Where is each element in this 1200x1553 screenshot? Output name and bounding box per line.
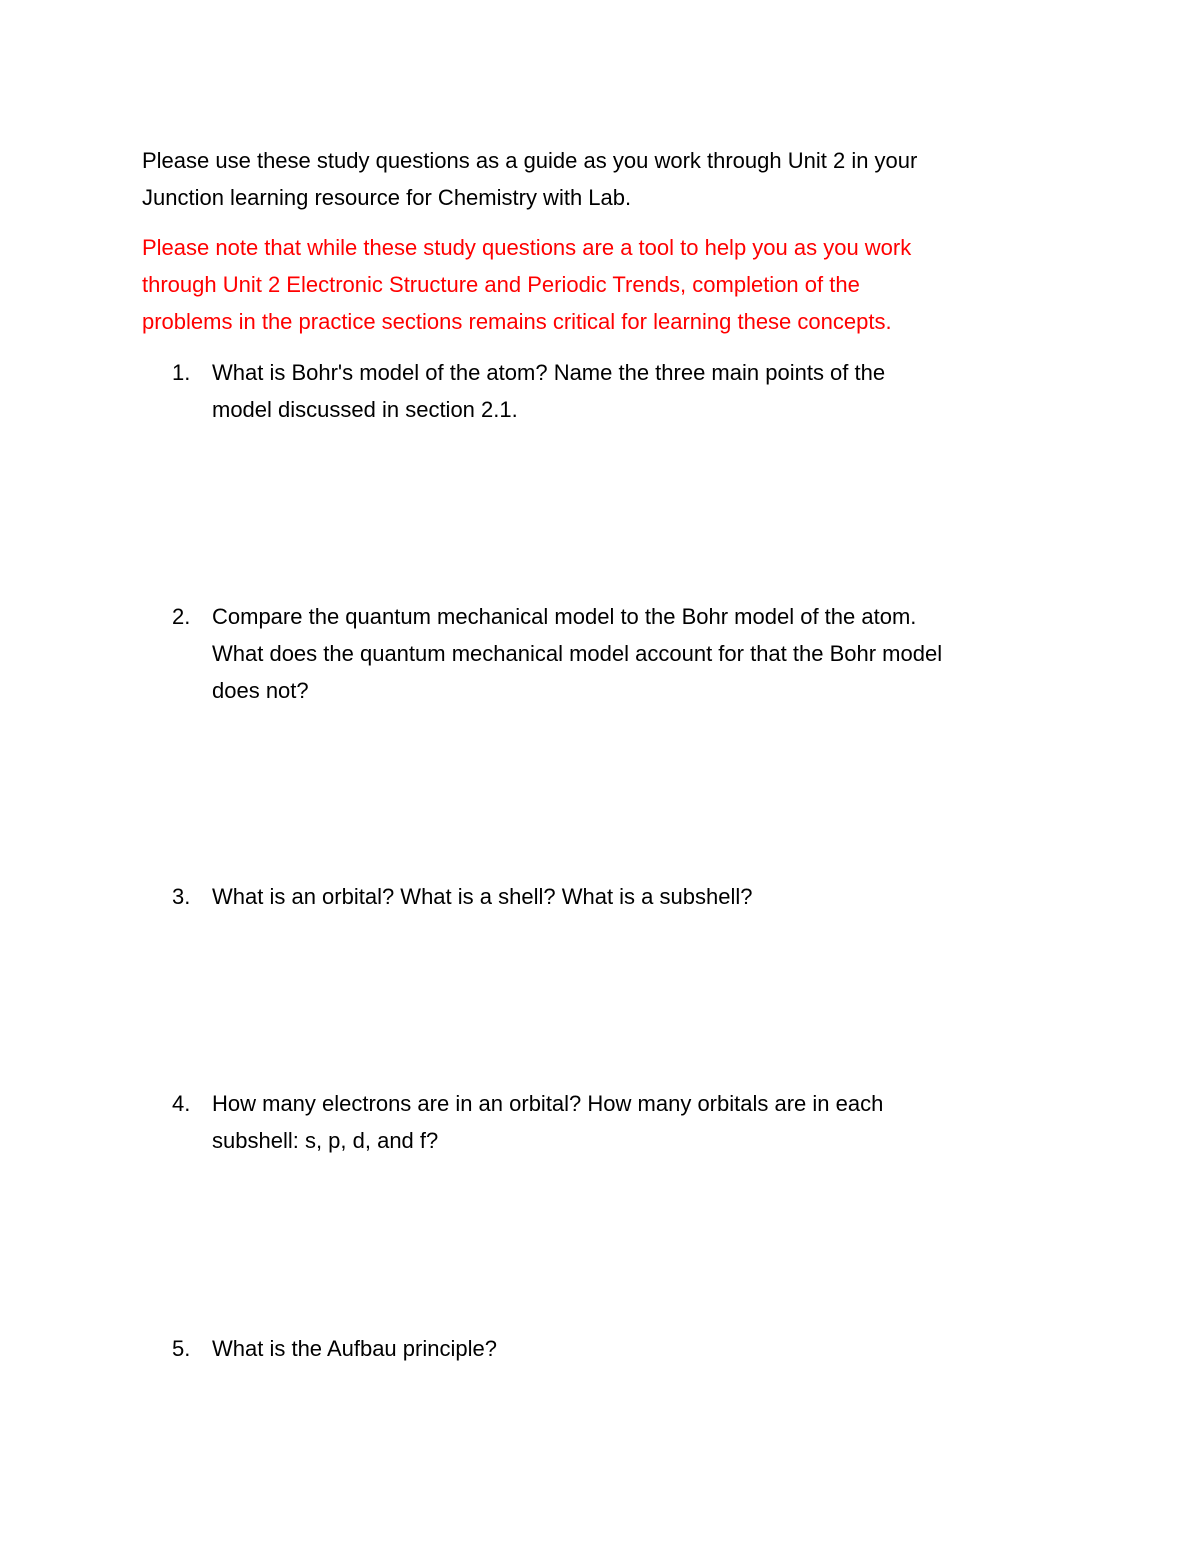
- question-text: [212, 354, 885, 428]
- question-line: What is Bohr's model of the atom? Name the three main points of the: [212, 360, 886, 385]
- question-number: 3.: [172, 884, 191, 909]
- question-number: 1.: [172, 360, 191, 385]
- question-line: does not?: [212, 678, 309, 703]
- question-line: Compare the quantum mechanical model to the Bohr model of the atom.: [212, 604, 917, 629]
- question-line: What is the Aufbau principle?: [212, 1336, 497, 1361]
- question-line: subshell: s, p, d, and f?: [212, 1128, 439, 1153]
- question-line: How many electrons are in an orbital? How many orbitals are in each: [212, 1091, 884, 1116]
- intro-line-2: Junction learning resource for Chemistry with Lab.: [142, 185, 632, 210]
- question-number: 2.: [172, 604, 191, 629]
- question-number: 5.: [172, 1336, 191, 1361]
- question-line: What is an orbital? What is a shell? What is a subshell?: [212, 884, 753, 909]
- question-text: [212, 878, 752, 915]
- question-line: What does the quantum mechanical model account for that the Bohr model: [212, 641, 943, 666]
- note-line-2: through Unit 2 Electronic Structure and Periodic Trends, completion of the: [142, 272, 860, 297]
- note-line-1: Please note that while these study questions are a tool to help you as you work: [142, 235, 912, 260]
- note-line-3: problems in the practice sections remains critical for learning these concepts.: [142, 309, 892, 334]
- question-text: [212, 1085, 883, 1159]
- question-line: model discussed in section 2.1.: [212, 397, 518, 422]
- question-text: [212, 1330, 497, 1367]
- important-note: [142, 229, 1042, 340]
- question-number: 4.: [172, 1091, 191, 1116]
- intro-line-1: Please use these study questions as a guide as you work through Unit 2 in your: [142, 148, 918, 173]
- question-text: [212, 598, 942, 709]
